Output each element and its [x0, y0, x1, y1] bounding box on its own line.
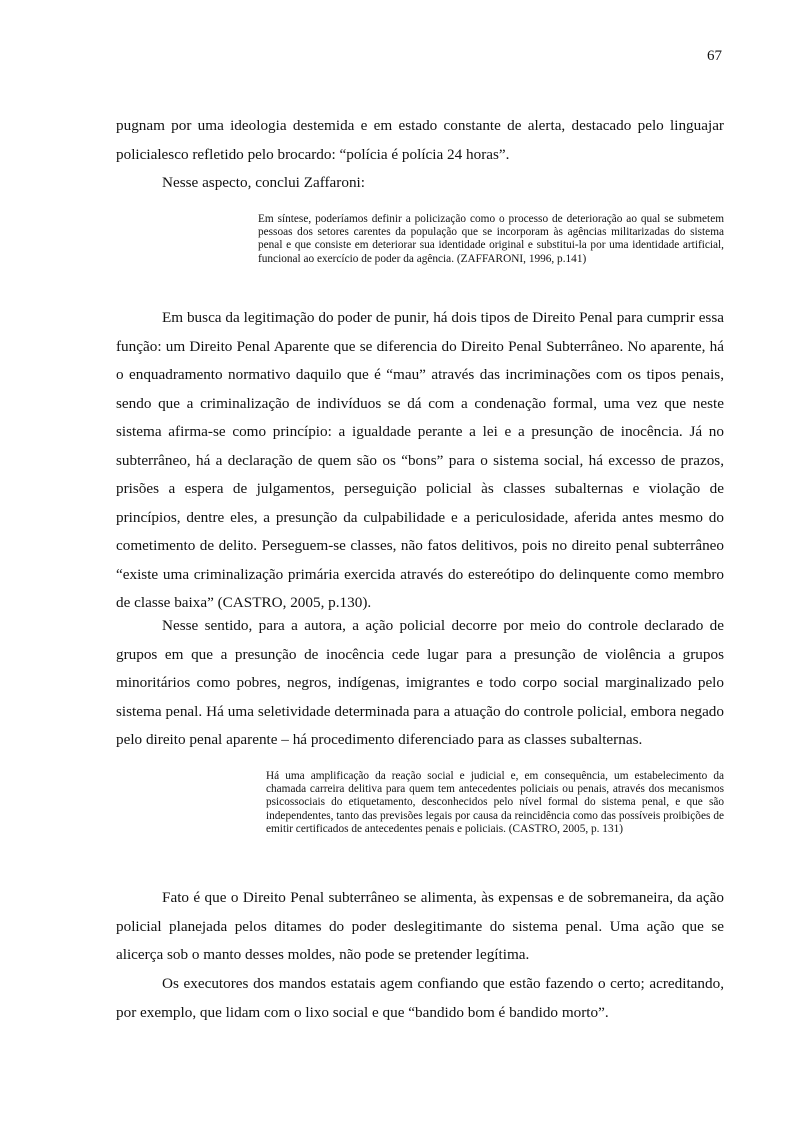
block-quote-zaffaroni: Em síntese, poderíamos definir a policização como o processo de deterioração ao qual se submetem pessoas dos setores carentes da população que se incorporam às agências militarizadas do sistema penal e que consiste em deteriorar sua identidade original e substitui-la por uma identidade artificial, funcional ao exercício de poder da agência. (ZAFFARONI, 1996, p.141) [258, 213, 724, 265]
paragraph-4: Nesse sentido, para a autora, a ação policial decorre por meio do controle declarado de grupos em que a presunção de inocência cede lugar para a presunção de violência a grupos minoritários como pobres, negros, indígenas, imigrantes e todo corpo social marginalizado pelo sistema penal. Há uma seletividade determinada para a atuação do controle policial, embora negado pelo direito penal aparente – há procedimento diferenciado para as classes subalternas. [116, 617, 724, 748]
paragraph-5: Fato é que o Direito Penal subterrâneo se alimenta, às expensas e de sobremaneira, da ação policial planejada pelos ditames do poder deslegitimante do sistema penal. Uma ação que se alicerça sob o manto desses moldes, não pode se pretender legítima. [116, 889, 724, 963]
paragraph-1: pugnam por uma ideologia destemida e em estado constante de alerta, destacado pelo linguajar policialesco refletido pelo brocardo: “polícia é polícia 24 horas”. [116, 117, 724, 163]
paragraph-2: Nesse aspecto, conclui Zaffaroni: [162, 174, 365, 191]
block-quote-castro: Há uma amplificação da reação social e judicial e, em consequência, um estabelecimento da chamada carreira delitiva para quem tem antecedentes policiais ou penais, através dos mecanismos psicossociais do etiquetamento, desconhecidos pelo nível formal do sistema penal, e que são independentes, tanto das previsões legais por causa da reincidência como das possíveis proibições de emitir certificados de antecedentes penais e policiais. (CASTRO, 2005, p. 131) [266, 770, 724, 835]
paragraph-3: Em busca da legitimação do poder de punir, há dois tipos de Direito Penal para cumprir essa função: um Direito Penal Aparente que se diferencia do Direito Penal Subterrâneo. No aparente, há o enquadramento normativo daquilo que é “mau” através das incriminações com os tipos penais, sendo que a criminalização de indivíduos se dá com a condenação formal, uma vez que neste sistema afirma-se como princípio: a igualdade perante a lei e a presunção de inocência. Já no subterrâneo, há a declaração de quem são os “bons” para o sistema social, há excesso de prazos, prisões a espera de julgamentos, perseguição policial às classes subalternas e violação de princípios, dentre eles, a presunção da culpabilidade e a periculosidade, aferida antes mesmo do cometimento de delito. Perseguem-se classes, não fatos delitivos, pois no direito penal subterrâneo “existe uma criminalização primária exercida através do estereótipo do delinquente como membro de classe baixa” (CASTRO, 2005, p.130). [116, 309, 724, 611]
page-number: 67 [707, 48, 722, 64]
paragraph-6: Os executores dos mandos estatais agem confiando que estão fazendo o certo; acreditando, por exemplo, que lidam com o lixo social e que “bandido bom é bandido morto”. [116, 975, 724, 1021]
